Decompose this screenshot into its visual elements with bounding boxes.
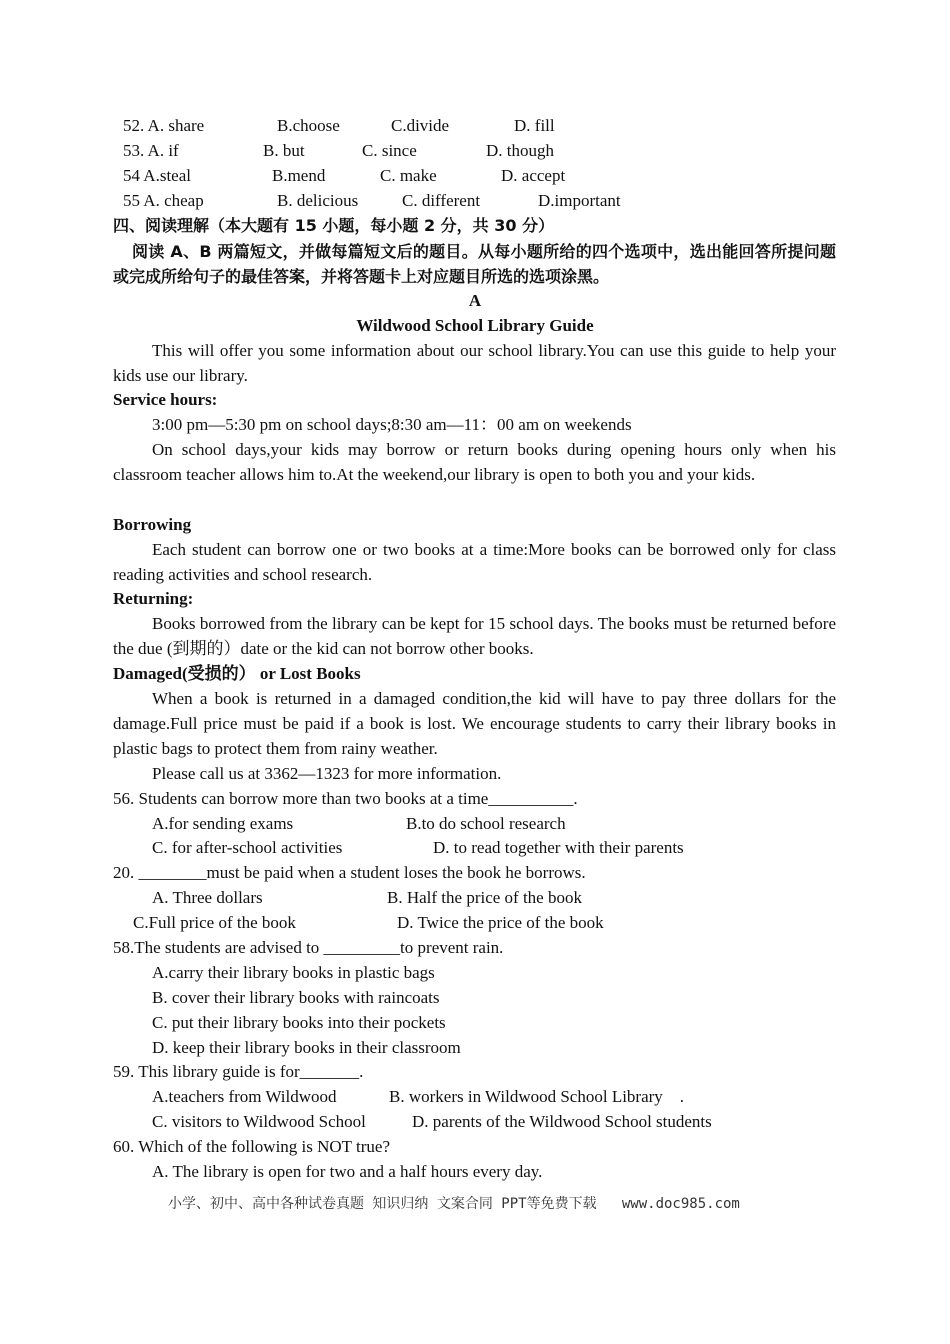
- q57-option-d: D. Twice the price of the book: [397, 913, 604, 932]
- q60-option-a: A. The library is open for two and a half hours every day.: [152, 1162, 543, 1181]
- service-times: 3:00 pm—5:30 pm on school days;8:30 am—11：00 am on weekends: [152, 415, 632, 434]
- option-53-b: B. but: [263, 141, 305, 160]
- contact-text: Please call us at 3362—1323 for more information.: [152, 764, 502, 783]
- question-56: 56. Students can borrow more than two books at a time__________.: [113, 789, 578, 808]
- question-57: 20. ________must be paid when a student loses the book he borrows.: [113, 863, 586, 882]
- q56-option-c: C. for after-school activities: [152, 838, 343, 857]
- q59-option-b: B. workers in Wildwood School Library .: [389, 1087, 685, 1106]
- option-52-b: B.choose: [277, 116, 340, 135]
- q59-option-c: C. visitors to Wildwood School: [152, 1112, 366, 1131]
- option-54-b: B.mend: [272, 166, 326, 185]
- q59-option-d: D. parents of the Wildwood School students: [412, 1112, 712, 1131]
- q58-option-c: C. put their library books into their pockets: [152, 1013, 446, 1032]
- damaged-heading: Damaged(受损的） or Lost Books: [113, 664, 361, 683]
- borrowing-heading: Borrowing: [113, 515, 192, 534]
- option-55-d: D.important: [538, 191, 621, 210]
- section-heading: 四、阅读理解（本大题有 15 小题，每小题 2 分，共 30 分）: [113, 216, 555, 235]
- service-heading: Service hours:: [113, 390, 218, 409]
- option-55-a: 55 A. cheap: [123, 191, 204, 210]
- option-53-c: C. since: [362, 141, 417, 160]
- passage-label: A: [468, 291, 482, 310]
- option-54-d: D. accept: [501, 166, 566, 185]
- option-52-c: C.divide: [391, 116, 450, 135]
- option-54-c: C. make: [380, 166, 437, 185]
- option-52-d: D. fill: [514, 116, 555, 135]
- page-footer: 小学、初中、高中各种试卷真题 知识归纳 文案合同 PPT等免费下载 www.doc985.com: [168, 1196, 740, 1212]
- q57-option-a: A. Three dollars: [152, 888, 263, 907]
- q59-option-a: A.teachers from Wildwood: [152, 1087, 337, 1106]
- question-60: 60. Which of the following is NOT true?: [113, 1137, 390, 1156]
- q57-option-c: C.Full price of the book: [133, 913, 296, 932]
- q56-option-d: D. to read together with their parents: [433, 838, 684, 857]
- q56-option-b: B.to do school research: [406, 814, 566, 833]
- option-55-b: B. delicious: [277, 191, 359, 210]
- section-instructions: 阅读 A、B 两篇短文，并做每篇短文后的题目。从每小题所给的四个选项中，选出能回答所提问题或完成所给句子的最佳答案，并将答题卡上对应题目所选的选项涂黑。: [113, 242, 836, 286]
- option-52-a: 52. A. share: [123, 116, 205, 135]
- option-54-a: 54 A.steal: [123, 166, 191, 185]
- q56-option-a: A.for sending exams: [152, 814, 294, 833]
- option-53-d: D. though: [486, 141, 554, 160]
- option-53-a: 53. A. if: [123, 141, 179, 160]
- option-55-c: C. different: [402, 191, 481, 210]
- returning-text: Books borrowed from the library can be kept for 15 school days. The books must be returned before the due (到期的）date or the kid can not borrow other books.: [113, 614, 836, 658]
- passage-title: Wildwood School Library Guide: [356, 316, 594, 335]
- q58-option-d: D. keep their library books in their classroom: [152, 1038, 461, 1057]
- damaged-text: When a book is returned in a damaged condition,the kid will have to pay three dollars for the damage.Full price must be paid if a book is lost. We encourage students to carry their library books in plastic bags to protect them from rainy weather.: [113, 689, 836, 758]
- service-text: On school days,your kids may borrow or return books during opening hours only when his classroom teacher allows him to.At the weekend,our library is open to both you and your kids.: [113, 440, 836, 484]
- q57-option-b: B. Half the price of the book: [387, 888, 582, 907]
- returning-heading: Returning:: [113, 589, 194, 608]
- q58-option-a: A.carry their library books in plastic bags: [152, 963, 435, 982]
- question-59: 59. This library guide is for_______.: [113, 1062, 364, 1081]
- passage-intro: This will offer you some information about our school library.You can use this guide to help your kids use our library.: [113, 341, 836, 385]
- question-58: 58.The students are advised to _________to prevent rain.: [113, 938, 504, 957]
- borrowing-text: Each student can borrow one or two books at a time:More books can be borrowed only for class reading activities and school research.: [113, 540, 836, 584]
- q58-option-b: B. cover their library books with raincoats: [152, 988, 440, 1007]
